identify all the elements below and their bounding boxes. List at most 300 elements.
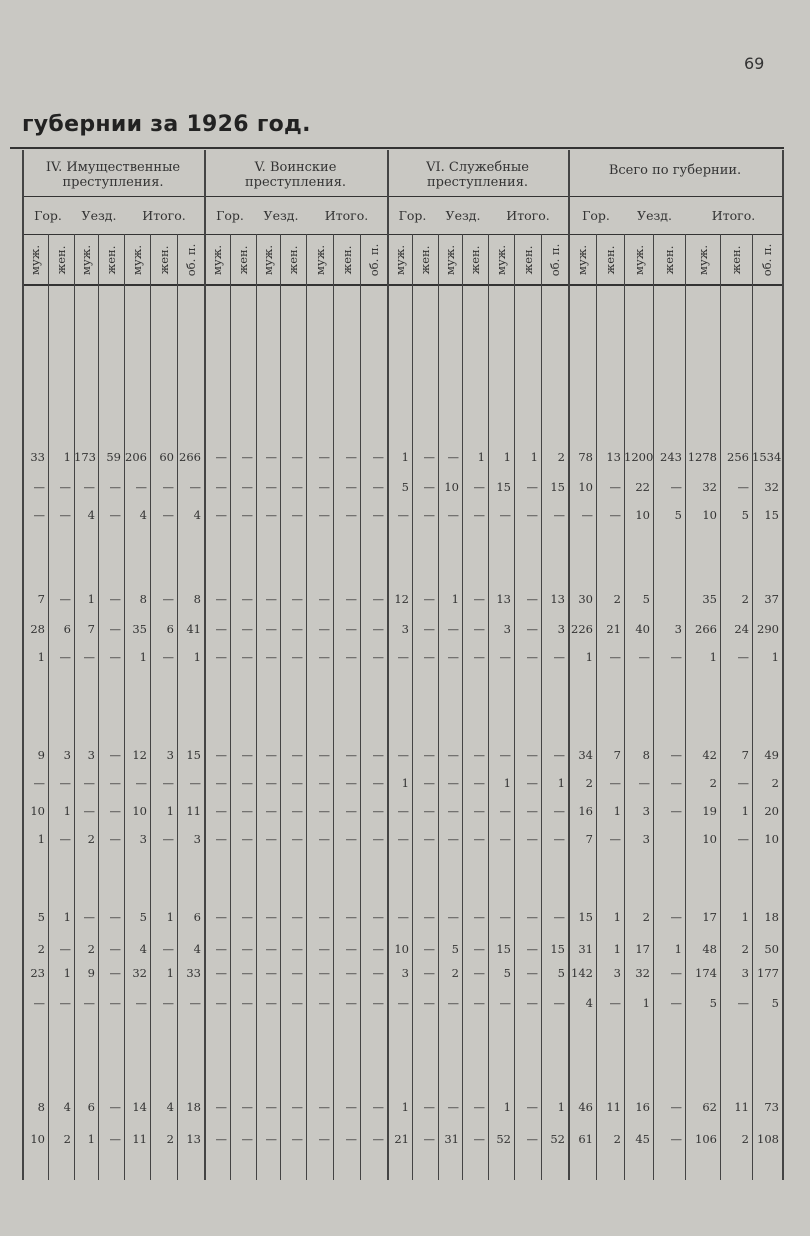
table-cell: — xyxy=(609,776,621,790)
table-cell: — xyxy=(423,942,435,956)
table-cell: — xyxy=(265,996,277,1010)
table-cell: 10 xyxy=(444,480,459,494)
table-cell: — xyxy=(318,450,330,464)
column-label-text: муж. xyxy=(210,245,224,275)
table-cell: 4 xyxy=(139,942,147,956)
table-cell: — xyxy=(473,1100,485,1114)
table-cell: — xyxy=(318,622,330,636)
table-cell: 31 xyxy=(578,942,593,956)
table-cell: — xyxy=(318,966,330,980)
table-cell: 2 xyxy=(451,966,459,980)
table-cell: — xyxy=(241,966,253,980)
table-cell: 174 xyxy=(695,966,717,980)
table-cell: 50 xyxy=(764,942,779,956)
table-cell: — xyxy=(372,622,384,636)
table-cell: — xyxy=(162,592,174,606)
table-cell: 3 xyxy=(674,622,682,636)
column-label xyxy=(360,238,387,282)
table-cell: 5 xyxy=(139,910,147,924)
table-cell: — xyxy=(473,996,485,1010)
column-label-text: жен. xyxy=(286,245,300,275)
table-cell: — xyxy=(215,508,227,522)
table-cell: — xyxy=(215,480,227,494)
table-cell: — xyxy=(737,832,749,846)
table-cell: 23 xyxy=(30,966,45,980)
table-cell: 290 xyxy=(757,622,779,636)
table-cell: — xyxy=(499,832,511,846)
table-cell: — xyxy=(526,480,538,494)
table-cell: — xyxy=(345,996,357,1010)
table-cell: — xyxy=(109,996,121,1010)
table-cell: — xyxy=(345,776,357,790)
column-divider xyxy=(230,234,231,1180)
table-cell: 42 xyxy=(702,748,717,762)
table-cell: — xyxy=(162,942,174,956)
subheader-uezd: Уезд. xyxy=(81,208,117,223)
table-cell: — xyxy=(423,996,435,1010)
table-cell: — xyxy=(670,804,682,818)
column-label xyxy=(685,238,720,282)
table-cell: 11 xyxy=(606,1100,621,1114)
table-cell: 2 xyxy=(613,1132,621,1146)
table-cell: — xyxy=(265,622,277,636)
table-cell: 3 xyxy=(63,748,71,762)
table-cell: — xyxy=(83,910,95,924)
table-cell: 7 xyxy=(613,748,621,762)
column-divider xyxy=(412,234,413,1180)
column-divider xyxy=(387,150,389,1180)
column-label xyxy=(124,238,150,282)
table-cell: — xyxy=(291,910,303,924)
table-cell: 5 xyxy=(674,508,682,522)
table-cell: 2 xyxy=(166,1132,174,1146)
column-divider xyxy=(720,234,721,1180)
table-cell: — xyxy=(215,832,227,846)
table-cell: — xyxy=(670,1132,682,1146)
table-cell: — xyxy=(609,480,621,494)
table-cell: — xyxy=(670,1100,682,1114)
subheader-itogo: Итого. xyxy=(142,208,186,223)
table-cell: — xyxy=(553,804,565,818)
table-cell: — xyxy=(241,942,253,956)
column-label xyxy=(541,238,568,282)
table-cell: 2 xyxy=(87,942,95,956)
table-cell: — xyxy=(473,804,485,818)
table-cell: — xyxy=(135,776,147,790)
table-cell: 9 xyxy=(87,966,95,980)
table-cell: 6 xyxy=(87,1100,95,1114)
table-cell: 7 xyxy=(741,748,749,762)
table-cell: 35 xyxy=(702,592,717,606)
table-cell: 32 xyxy=(764,480,779,494)
table-cell: 4 xyxy=(87,508,95,522)
table-cell: 2 xyxy=(585,776,593,790)
table-cell: 12 xyxy=(394,592,409,606)
table-cell: 32 xyxy=(132,966,147,980)
table-cell: — xyxy=(318,832,330,846)
column-divider xyxy=(256,234,257,1180)
column-divider xyxy=(782,150,784,1180)
table-cell: — xyxy=(473,1132,485,1146)
table-cell: — xyxy=(499,650,511,664)
subheader-gor: Гор. xyxy=(582,208,610,223)
table-cell: — xyxy=(59,776,71,790)
table-cell: 5 xyxy=(503,966,511,980)
column-label-text: муж. xyxy=(79,245,93,275)
column-divider xyxy=(48,234,49,1180)
table-cell: 18 xyxy=(186,1100,201,1114)
table-cell: — xyxy=(423,832,435,846)
table-cell: — xyxy=(423,748,435,762)
table-cell: 7 xyxy=(585,832,593,846)
table-cell: 3 xyxy=(401,966,409,980)
table-cell: — xyxy=(162,776,174,790)
table-cell: — xyxy=(397,650,409,664)
table-cell: — xyxy=(33,776,45,790)
column-divider xyxy=(685,234,686,1180)
table-cell: — xyxy=(109,1100,121,1114)
column-label xyxy=(624,238,653,282)
table-cell: — xyxy=(83,776,95,790)
table-cell: — xyxy=(265,450,277,464)
column-label-text: жен. xyxy=(236,245,250,275)
table-cell: 3 xyxy=(139,832,147,846)
table-cell: 73 xyxy=(764,1100,779,1114)
table-cell: — xyxy=(473,650,485,664)
table-cell: — xyxy=(423,1100,435,1114)
table-cell: — xyxy=(215,776,227,790)
table-cell: — xyxy=(499,748,511,762)
column-label-text: муж. xyxy=(575,245,589,275)
table-cell: — xyxy=(526,1100,538,1114)
table-cell: — xyxy=(345,650,357,664)
table-cell: 13 xyxy=(606,450,621,464)
table-cell: 1 xyxy=(674,942,682,956)
table-cell: — xyxy=(473,832,485,846)
table-cell: — xyxy=(109,942,121,956)
table-cell: 266 xyxy=(695,622,717,636)
table-cell: 266 xyxy=(179,450,201,464)
table-cell: — xyxy=(526,996,538,1010)
table-cell: — xyxy=(372,1132,384,1146)
table-cell: 3 xyxy=(193,832,201,846)
table-cell: 2 xyxy=(87,832,95,846)
column-label-text: жен. xyxy=(418,245,432,275)
group-header: VI. Служебные преступления. xyxy=(426,160,529,190)
table-cell: — xyxy=(215,1132,227,1146)
table-cell: — xyxy=(215,592,227,606)
column-label xyxy=(150,238,177,282)
table-cell: — xyxy=(241,508,253,522)
subheader-gor: Гор. xyxy=(398,208,427,223)
table-cell: — xyxy=(291,804,303,818)
table-cell: — xyxy=(265,832,277,846)
table-cell: — xyxy=(109,748,121,762)
column-label xyxy=(568,238,596,282)
table-cell: 3 xyxy=(642,804,650,818)
column-label-text: муж. xyxy=(130,245,144,275)
table-cell: 1 xyxy=(503,776,511,790)
table-cell: — xyxy=(372,748,384,762)
column-label xyxy=(48,238,74,282)
table-cell: 1 xyxy=(530,450,538,464)
table-cell: 4 xyxy=(193,942,201,956)
table-cell: — xyxy=(291,942,303,956)
table-cell: 11 xyxy=(186,804,201,818)
column-divider xyxy=(596,234,597,1180)
table-cell: — xyxy=(265,804,277,818)
table-cell: — xyxy=(447,832,459,846)
column-label xyxy=(387,238,412,282)
table-cell: 10 xyxy=(394,942,409,956)
page-title: губернии за 1926 год. xyxy=(22,112,311,137)
table-cell: — xyxy=(291,508,303,522)
table-cell: 1 xyxy=(557,776,565,790)
table-cell: 1 xyxy=(477,450,485,464)
table-cell: — xyxy=(59,650,71,664)
column-divider xyxy=(514,234,515,1180)
table-cell: — xyxy=(397,748,409,762)
table-cell: — xyxy=(135,480,147,494)
subheader-itogo: Итого. xyxy=(711,208,756,223)
table-cell: — xyxy=(737,776,749,790)
table-cell: 32 xyxy=(635,966,650,980)
table-cell: — xyxy=(423,650,435,664)
table-cell: 37 xyxy=(764,592,779,606)
table-cell: — xyxy=(291,832,303,846)
table-cell: — xyxy=(609,650,621,664)
table-cell: — xyxy=(318,1100,330,1114)
table-cell: — xyxy=(291,996,303,1010)
table-cell: — xyxy=(215,748,227,762)
table-cell: — xyxy=(345,1132,357,1146)
table-cell: 1 xyxy=(166,910,174,924)
table-cell: 1 xyxy=(613,910,621,924)
table-cell: — xyxy=(83,650,95,664)
column-label-text: муж. xyxy=(261,245,275,275)
column-divider xyxy=(306,234,307,1180)
table-cell: 2 xyxy=(37,942,45,956)
column-label-text: жен. xyxy=(104,245,118,275)
table-cell: — xyxy=(189,996,201,1010)
table-cell: — xyxy=(241,650,253,664)
table-cell: 106 xyxy=(695,1132,717,1146)
table-cell: — xyxy=(189,776,201,790)
table-cell: 1 xyxy=(87,592,95,606)
table-cell: — xyxy=(318,1132,330,1146)
table-cell: — xyxy=(33,480,45,494)
column-divider xyxy=(74,234,75,1180)
header-rule xyxy=(22,196,782,197)
table-cell: — xyxy=(241,480,253,494)
column-label-text: муж. xyxy=(695,245,710,275)
table-cell: — xyxy=(291,748,303,762)
table-cell: 19 xyxy=(702,804,717,818)
table-cell: — xyxy=(109,508,121,522)
column-label xyxy=(462,238,488,282)
table-cell: — xyxy=(670,748,682,762)
table-cell: 5 xyxy=(557,966,565,980)
table-cell: — xyxy=(473,748,485,762)
table-cell: 11 xyxy=(132,1132,147,1146)
table-cell: 2 xyxy=(741,942,749,956)
table-cell: 34 xyxy=(578,748,593,762)
table-cell: — xyxy=(345,748,357,762)
table-cell: — xyxy=(372,966,384,980)
table-cell: — xyxy=(473,480,485,494)
table-cell: 177 xyxy=(757,966,779,980)
column-label-text: об. п. xyxy=(366,243,381,277)
table-cell: 226 xyxy=(571,622,593,636)
table-cell: — xyxy=(372,804,384,818)
column-label-text: жен. xyxy=(54,245,68,275)
table-cell: 15 xyxy=(764,508,779,522)
table-cell: — xyxy=(265,776,277,790)
table-cell: — xyxy=(109,622,121,636)
column-label-text: жен. xyxy=(339,245,354,275)
table-cell: — xyxy=(345,966,357,980)
table-cell: 206 xyxy=(125,450,147,464)
table-cell: — xyxy=(447,508,459,522)
group-header: V. Воинские преступления. xyxy=(244,160,347,190)
table-cell: 9 xyxy=(37,748,45,762)
table-cell: 108 xyxy=(757,1132,779,1146)
table-cell: 52 xyxy=(550,1132,565,1146)
table-cell: 12 xyxy=(132,748,147,762)
table-cell: — xyxy=(59,996,71,1010)
table-cell: 21 xyxy=(394,1132,409,1146)
column-label-text: муж. xyxy=(392,245,407,275)
table-cell: — xyxy=(609,508,621,522)
table-cell: — xyxy=(372,776,384,790)
table-cell: — xyxy=(473,776,485,790)
table-cell: 1 xyxy=(193,650,201,664)
table-cell: — xyxy=(423,966,435,980)
table-cell: 2 xyxy=(63,1132,71,1146)
table-cell: — xyxy=(109,1132,121,1146)
table-cell: 32 xyxy=(702,480,717,494)
table-cell: — xyxy=(526,910,538,924)
table-cell: — xyxy=(423,910,435,924)
table-cell: 1 xyxy=(709,650,717,664)
column-divider xyxy=(438,234,439,1180)
column-label xyxy=(752,238,782,282)
column-divider xyxy=(360,234,361,1180)
table-cell: — xyxy=(241,748,253,762)
column-divider xyxy=(752,234,753,1180)
column-label xyxy=(98,238,124,282)
column-label xyxy=(720,238,752,282)
table-cell: — xyxy=(526,748,538,762)
column-label-text: об. п. xyxy=(183,243,198,277)
table-cell: 1 xyxy=(503,450,511,464)
table-cell: — xyxy=(318,776,330,790)
table-cell: 10 xyxy=(578,480,593,494)
table-cell: 15 xyxy=(550,942,565,956)
table-cell: 3 xyxy=(166,748,174,762)
column-label xyxy=(333,238,360,282)
table-cell: 8 xyxy=(37,1100,45,1114)
table-cell: 5 xyxy=(37,910,45,924)
table-cell: — xyxy=(265,1132,277,1146)
table-cell: — xyxy=(526,1132,538,1146)
table-cell: — xyxy=(670,480,682,494)
table-cell: 1 xyxy=(63,804,71,818)
table-cell: 1 xyxy=(37,650,45,664)
table-cell: — xyxy=(241,776,253,790)
table-cell: 62 xyxy=(702,1100,717,1114)
table-cell: 1 xyxy=(741,910,749,924)
column-divider xyxy=(462,234,463,1180)
table-cell: — xyxy=(345,480,357,494)
table-cell: 7 xyxy=(87,622,95,636)
table-cell: — xyxy=(447,996,459,1010)
table-cell: 33 xyxy=(30,450,45,464)
table-cell: — xyxy=(553,508,565,522)
table-cell: 1 xyxy=(585,650,593,664)
table-cell: — xyxy=(581,508,593,522)
table-cell: — xyxy=(215,942,227,956)
table-cell: — xyxy=(423,450,435,464)
table-cell: — xyxy=(372,480,384,494)
table-cell: 2 xyxy=(557,450,565,464)
table-cell: 1 xyxy=(451,592,459,606)
table-cell: — xyxy=(526,942,538,956)
table-cell: — xyxy=(473,966,485,980)
table-cell: — xyxy=(345,592,357,606)
table-cell: 45 xyxy=(635,1132,650,1146)
column-label xyxy=(653,238,685,282)
table-cell: — xyxy=(423,622,435,636)
table-cell: — xyxy=(265,650,277,664)
table-cell: — xyxy=(670,910,682,924)
column-divider xyxy=(150,234,151,1180)
table-cell: — xyxy=(265,748,277,762)
subheader-gor: Гор. xyxy=(34,208,62,223)
table-cell: — xyxy=(553,910,565,924)
table-cell: — xyxy=(372,1100,384,1114)
table-cell: — xyxy=(638,776,650,790)
table-cell: — xyxy=(109,480,121,494)
table-cell: — xyxy=(553,996,565,1010)
table-cell: — xyxy=(526,804,538,818)
table-cell: — xyxy=(291,650,303,664)
table-cell: — xyxy=(318,996,330,1010)
table-cell: — xyxy=(345,1100,357,1114)
table-cell: 10 xyxy=(30,1132,45,1146)
table-cell: 1 xyxy=(37,832,45,846)
column-divider xyxy=(653,234,654,1180)
table-cell: 78 xyxy=(578,450,593,464)
page-number: 69 xyxy=(744,54,765,73)
table-cell: — xyxy=(215,622,227,636)
table-cell: — xyxy=(215,996,227,1010)
table-cell: — xyxy=(397,832,409,846)
table-cell: — xyxy=(162,832,174,846)
table-cell: 1200 xyxy=(624,450,654,464)
table-cell: 15 xyxy=(550,480,565,494)
table-cell: — xyxy=(526,592,538,606)
table-cell: — xyxy=(345,508,357,522)
table-cell: 8 xyxy=(642,748,650,762)
column-label xyxy=(280,238,306,282)
table-cell: — xyxy=(291,450,303,464)
table-cell: — xyxy=(109,832,121,846)
table-cell: — xyxy=(499,804,511,818)
table-cell: — xyxy=(423,480,435,494)
table-cell: — xyxy=(737,996,749,1010)
table-cell: — xyxy=(318,480,330,494)
